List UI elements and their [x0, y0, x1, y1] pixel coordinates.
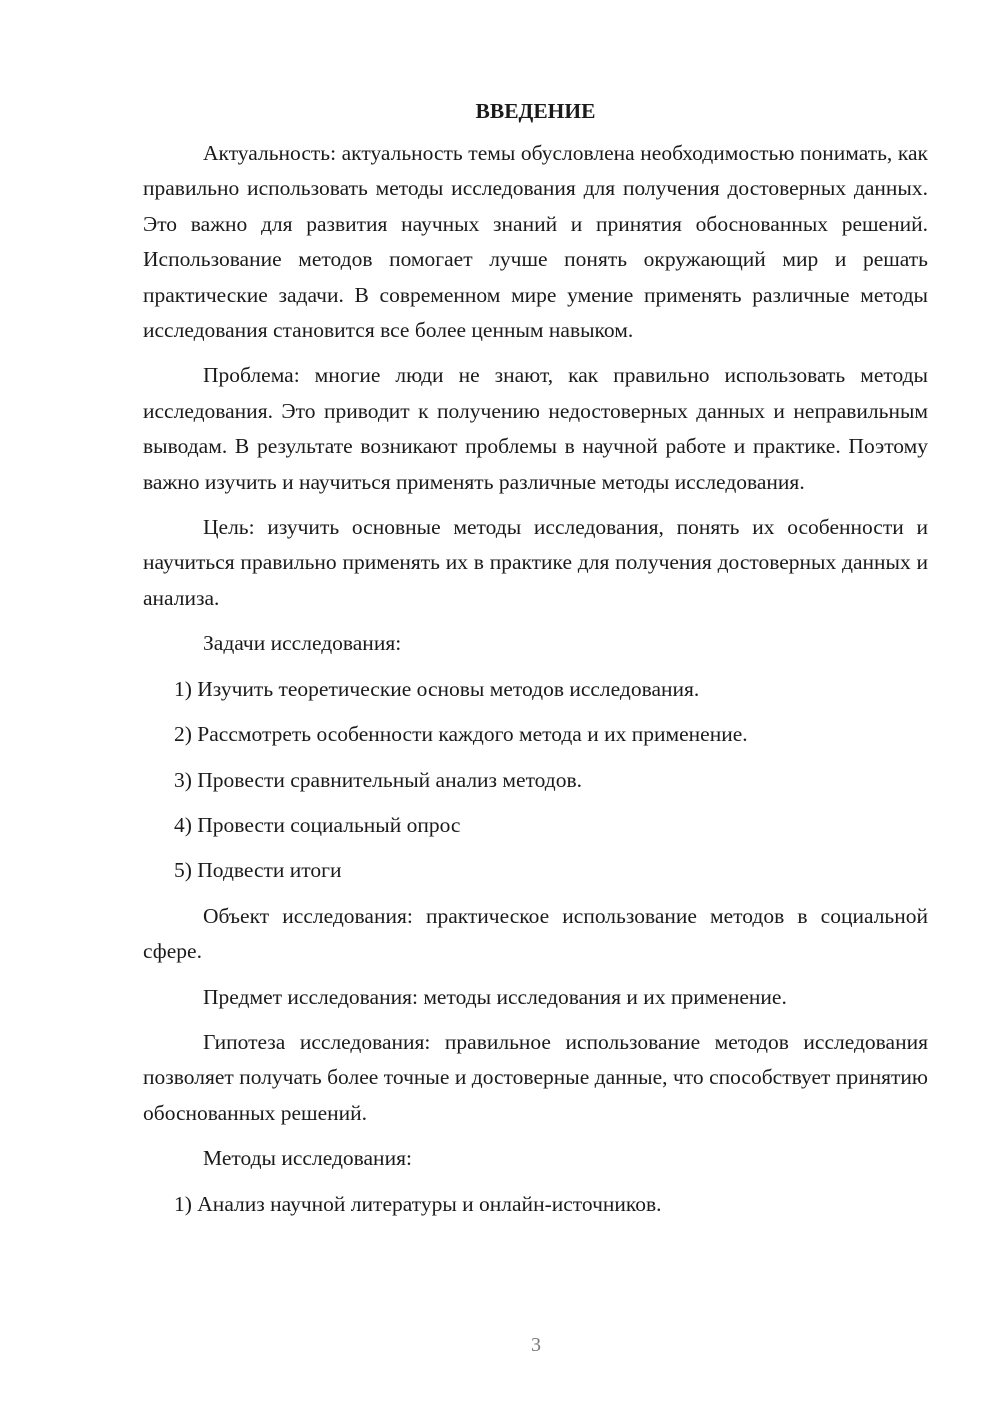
list-item: 4) Провести социальный опрос	[174, 812, 461, 837]
page-number: 3	[531, 1334, 541, 1356]
list-item: 5) Подвести итоги	[174, 858, 342, 883]
subject-paragraph: Предмет исследования: методы исследования и их применение.	[203, 984, 787, 1009]
problem-paragraph: Проблема: многие люди не знают, как правильно использовать методы исследования. Это приводит к получению недостоверных данных и неправильным выводам. В результате возникают проблемы в научной работе и практике. Поэтому важно изучить и научиться применять различные методы исследования.	[143, 363, 928, 494]
list-item: 2) Рассмотреть особенности каждого метода и их применение.	[174, 722, 748, 747]
goal-paragraph: Цель: изучить основные методы исследования, понять их особенности и научиться правильно применять их в практике для получения достоверных данных и анализа.	[143, 515, 928, 610]
tasks-heading: Задачи исследования:	[203, 631, 402, 656]
list-item: 3) Провести сравнительный анализ методов.	[174, 767, 583, 792]
list-item: 1) Анализ научной литературы и онлайн-источников.	[174, 1191, 662, 1216]
list-item: 1) Изучить теоретические основы методов исследования.	[174, 676, 700, 701]
hypothesis-paragraph: Гипотеза исследования: правильное использование методов исследования позволяет получать более точные и достоверные данные, что способствует принятию обоснованных решений.	[143, 1029, 928, 1125]
methods-list	[143, 1187, 928, 1222]
document-page	[143, 96, 928, 1232]
relevance-paragraph: Актуальность: актуальность темы обусловлена необходимостью понимать, как правильно использовать методы исследования для получения достоверных данных. Это важно для развития научных знаний и принятия обоснованных решений. Использование методов помогает лучше понять окружающий мир и решать практические задачи. В современном мире умение применять различные методы исследования становится все более ценным навыком.	[143, 141, 928, 343]
page-title: ВВЕДЕНИЕ	[475, 99, 596, 123]
methods-heading: Методы исследования:	[203, 1146, 412, 1171]
object-paragraph: Объект исследования: практическое использование методов в социальной сфере.	[143, 903, 928, 964]
tasks-list	[143, 672, 928, 889]
